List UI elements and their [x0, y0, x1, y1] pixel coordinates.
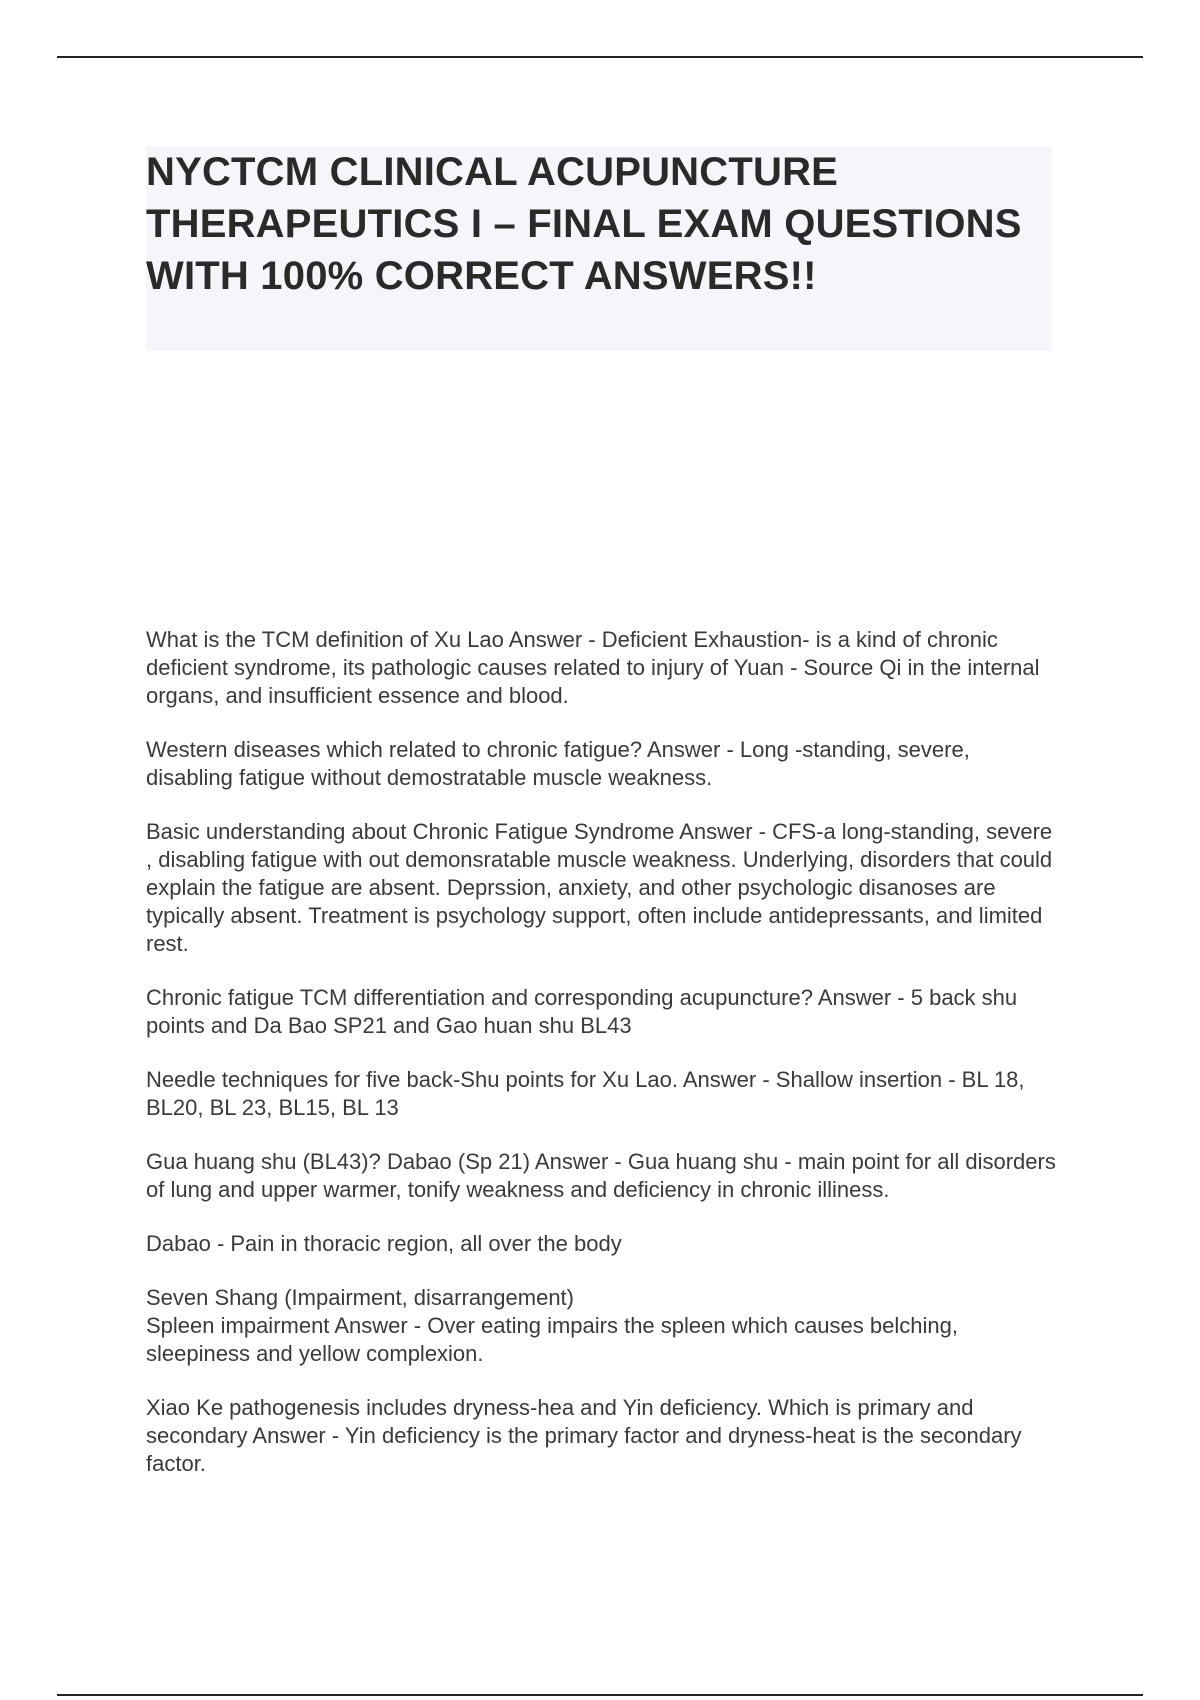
qa-entry-seven-shang: Seven Shang (Impairment, disarrangement) Spleen impairment Answer - Over eating impairs the spleen which causes belching, sleepiness and yellow complexion. — [146, 1285, 958, 1366]
qa-entry-gua-huang-shu: Gua huang shu (BL43)? Dabao (Sp 21) Answer - Gua huang shu - main point for all disorders of lung and upper warmer, tonify weakness and deficiency in chronic illiness. — [146, 1149, 1056, 1202]
qa-entry-western-diseases: Western diseases which related to chronic fatigue? Answer - Long -standing, severe, disabling fatigue without demostratable muscle weakness. — [146, 737, 970, 790]
document-title: NYCTCM CLINICAL ACUPUNCTURE THERAPEUTICS I – FINAL EXAM QUESTIONS WITH 100% CORRECT ANSWERS!! — [146, 150, 1022, 298]
qa-entry-chronic-fatigue-syndrome: Basic understanding about Chronic Fatigue Syndrome Answer - CFS-a long-standing, severe , disabling fatigue with out demonsratable muscle weakness. Underlying, disorders that could explain the fatigue are absent. Deprssion, anxiety, and other psychologic disanoses are typically absent. Treatment is psychology support, often include antidepressants, and limited rest. — [146, 819, 1053, 956]
qa-list — [146, 626, 1056, 1504]
qa-entry-needle-techniques: Needle techniques for five back-Shu points for Xu Lao. Answer - Shallow insertion - BL 18, BL20, BL 23, BL15, BL 13 — [146, 1067, 1025, 1120]
top-rule — [57, 56, 1143, 58]
qa-entry-xiao-ke: Xiao Ke pathogenesis includes dryness-hea and Yin deficiency. Which is primary and secondary Answer - Yin deficiency is the primary factor and dryness-heat is the secondary factor. — [146, 1395, 1022, 1476]
qa-entry-xu-lao-definition: What is the TCM definition of Xu Lao Answer - Deficient Exhaustion- is a kind of chronic deficient syndrome, its pathologic causes related to injury of Yuan - Source Qi in the internal organs, and insufficient essence and blood. — [146, 627, 1040, 708]
qa-entry-dabao: Dabao - Pain in thoracic region, all over the body — [146, 1231, 622, 1256]
bottom-rule — [57, 1694, 1143, 1696]
qa-entry-tcm-differentiation: Chronic fatigue TCM differentiation and corresponding acupuncture? Answer - 5 back shu points and Da Bao SP21 and Gao huan shu BL43 — [146, 985, 1018, 1038]
